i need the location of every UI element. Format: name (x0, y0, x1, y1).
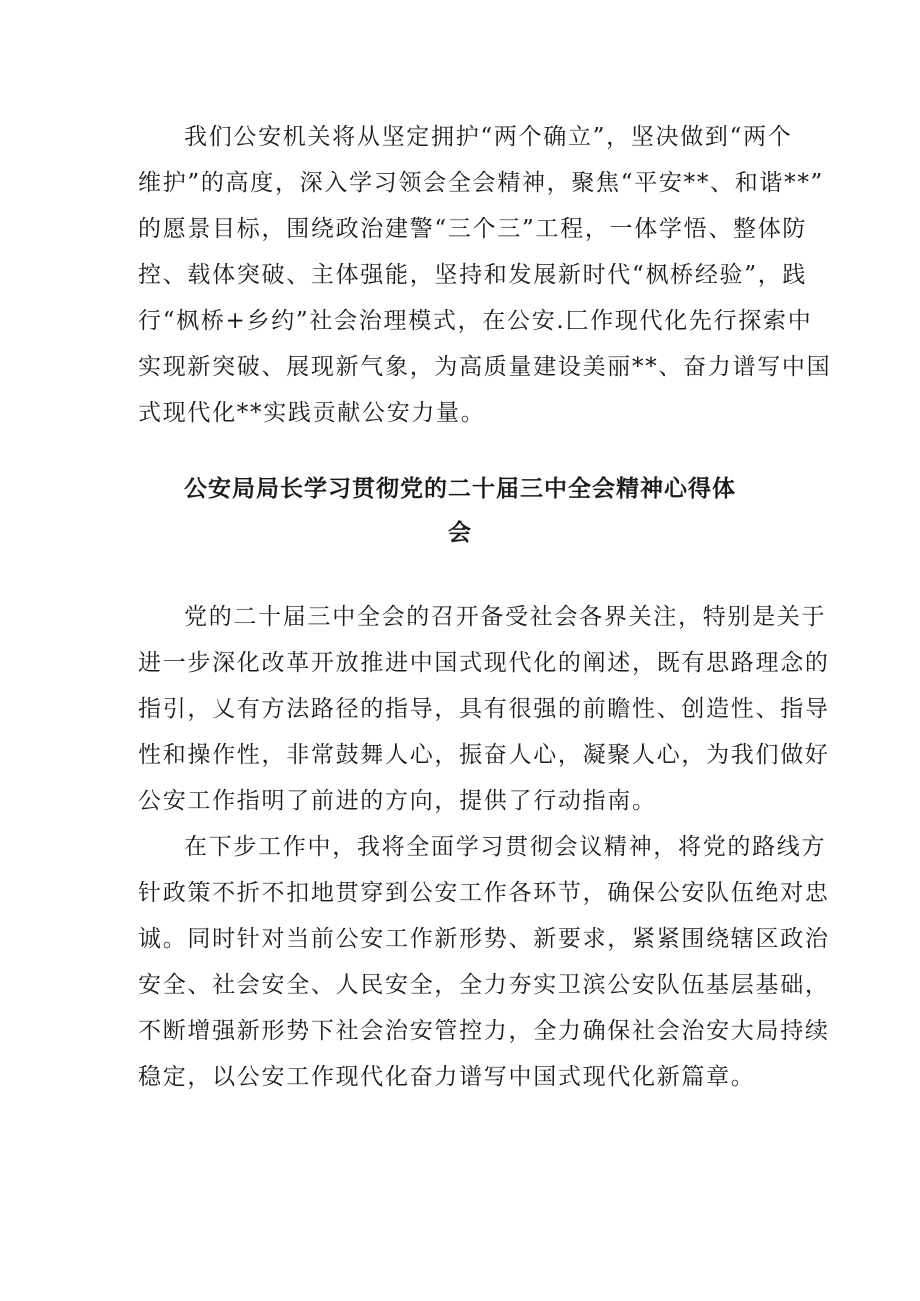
paragraph-line: 不断增强新形势下社会治安管控力，全力确保社会治安大局持续 (138, 1018, 830, 1044)
paragraph-line: 我们公安机关将从坚定拥护“两个确立”，坚决做到“两个 (184, 124, 793, 150)
article-title-line: 会 (448, 520, 472, 546)
paragraph-line: 针政策不折不扣地贯穿到公安工作各环节，确保公安队伍绝对忠 (138, 880, 830, 906)
paragraph-line: 稳定，以公安工作现代化奋力谱写中国式现代化新篇章。 (138, 1064, 756, 1090)
paragraph-line: 的愿景目标，围绕政治建警“三个三”工程，一体学悟、整体防 (138, 216, 808, 242)
paragraph-line: 控、载体突破、主体强能，坚持和发展新时代“枫桥经验”，践 (138, 262, 808, 288)
article-title-line: 公安局局长学习贯彻党的二十届三中全会精神心得体 (184, 476, 736, 502)
paragraph-line: 在下步工作中，我将全面学习贯彻会议精神，将党的路线方 (184, 834, 827, 860)
paragraph-line: 党的二十届三中全会的召开备受社会各界关注，特别是关于 (184, 604, 827, 630)
paragraph-line: 安全、社会安全、人民安全，全力夯实卫滨公安队伍基层基础， (138, 972, 830, 998)
paragraph-line: 性和操作性，非常鼓舞人心，振奋人心，凝聚人心，为我们做好 (138, 742, 830, 768)
paragraph-line: 实现新突破、展现新气象，为高质量建设美丽**、奋力谱写中国 (138, 354, 832, 380)
paragraph-line: 诚。同时针对当前公安工作新形势、新要求，紧紧围绕辖区政治 (138, 926, 830, 952)
paragraph-line: 指引，乂有方法路径的指导，具有很强的前瞻性、创造性、指导 (138, 696, 830, 722)
paragraph-line: 维护”的高度，深入学习领会全会精神，聚焦“平安**、和谐**” (138, 170, 824, 196)
paragraph-line: 行“枫桥+乡约”社会治理模式，在公安.匚作现代化先行探索中 (138, 308, 813, 334)
paragraph-line: 公安工作指明了前进的方向，提供了行动指南。 (138, 788, 657, 814)
paragraph-line: 式现代化**实践贡献公安力量。 (138, 400, 486, 426)
paragraph-line: 进一步深化改革开放推进中国式现代化的阐述，既有思路理念的 (138, 650, 830, 676)
